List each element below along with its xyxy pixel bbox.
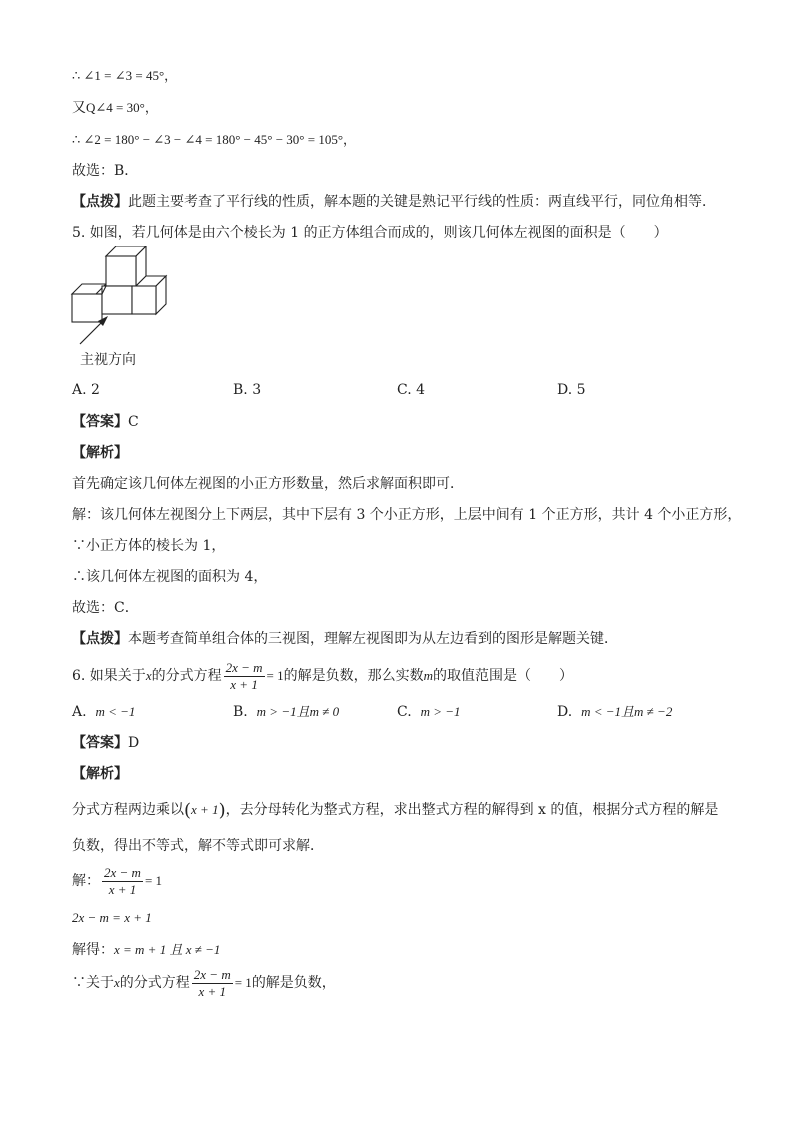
q6-step4-frac-num: 2x − m (193, 966, 231, 982)
q5-tip (72, 629, 618, 649)
q5-answer-tag: 【答案】 (72, 414, 128, 430)
q5-analysis-4: ∴该几何体左视图的面积为 4， (72, 569, 268, 585)
q6-sol-frac-den: x + 1 (108, 881, 137, 897)
q6-analysis-tag: 【解析】 (72, 766, 128, 782)
q5-option-d: D. 5 (557, 382, 586, 398)
q6-answer (72, 733, 139, 753)
figure-caption: 主视方向 (80, 352, 136, 368)
q6-option-a-math: m < −1 (95, 704, 136, 719)
q6-sol-fraction (102, 865, 143, 898)
q6-option-d-label: D. (557, 704, 573, 720)
cube-upper-front (106, 256, 136, 286)
line-angle-1-3: ∴ ∠1 = ∠3 = 45°， (72, 68, 178, 83)
q5-answer (72, 412, 139, 432)
q6-step3-math: x = m + 1 且 x ≠ −1 (114, 942, 221, 957)
q5-tip-text: 本题考查简单组合体的三视图，理解左视图即为从左边看到的图形是解题关键． (128, 631, 618, 647)
q6-option-c-label: C. (397, 704, 412, 720)
q6-answer-value: D (128, 735, 140, 751)
q6-stem-end: 的取值范围是（ ） (433, 668, 574, 684)
cube-front-right (132, 286, 156, 314)
q5-analysis-5: 故选：C． (72, 600, 139, 616)
line-angle-2: ∴ ∠2 = 180° − ∠3 − ∠4 = 180° − 45° − 30° = 105°， (72, 132, 357, 147)
q5-analysis-3: ∵小正方体的棱长为 1， (72, 538, 226, 554)
cube-front-middle (102, 286, 132, 314)
q6-option-a (72, 702, 135, 722)
q6-step4-var: x (114, 975, 120, 990)
line-angle-4-prefix: 又 (72, 100, 86, 116)
q6-analysis-1-pre: 分式方程两边乘以 (72, 802, 184, 818)
q5-analysis-1: 首先确定该几何体左视图的小正方形数量，然后求解面积即可． (72, 476, 464, 492)
q5-option-a: A. 2 (72, 382, 100, 398)
q6-step4-rhs: = 1 (234, 975, 252, 990)
q6-option-b-label: B. (233, 704, 248, 720)
q5-stem: 5. 如图，若几何体是由六个棱长为 1 的正方体组合而成的，则该几何体左视图的面积是（ ） (72, 225, 668, 241)
line-angle-4-math: ∠4 = 30°， (95, 100, 158, 115)
q6-option-d (557, 702, 672, 722)
q6-solution-2: 2x − m = x + 1 (72, 910, 152, 925)
line-angle-4 (72, 98, 158, 118)
q6-stem-var-m: m (423, 668, 434, 683)
q6-stem-mid: 的分式方程 (151, 668, 222, 684)
q6-step4-post: 的解是负数， (251, 975, 336, 991)
q6-solution-4 (72, 966, 336, 1000)
q6-sol-label: 解： (72, 873, 100, 889)
q6-stem-post: 的解是负数，那么实数 (283, 668, 424, 684)
q6-solution-1 (72, 864, 162, 898)
tip-tag: 【点拨】 (72, 194, 128, 210)
q6-option-c (397, 702, 461, 722)
q6-solution-3 (72, 940, 220, 960)
line-tip-q4 (72, 192, 716, 212)
q6-step4-mid: 的分式方程 (119, 975, 190, 991)
q6-analysis-1-post: ，去分母转化为整式方程，求出整式方程的解得到 x 的值，根据分式方程的解是 (225, 802, 719, 818)
q6-frac-num: 2x − m (225, 659, 263, 675)
q6-step4-frac-den: x + 1 (198, 983, 227, 999)
q6-stem-var: x (145, 668, 152, 683)
q6-answer-tag: 【答案】 (72, 735, 128, 751)
cube-front-left (72, 294, 102, 322)
q6-eq-rhs: = 1 (266, 668, 284, 683)
q5-tip-tag: 【点拨】 (72, 631, 128, 647)
q6-fraction (224, 660, 265, 693)
q6-option-c-math: m > −1 (420, 704, 461, 719)
line-angle-4-q: Q (86, 100, 96, 115)
q6-sol-rhs: = 1 (144, 873, 163, 888)
tip-text: 此题主要考查了平行线的性质，解本题的关键是熟记平行线的性质：两直线平行，同位角相等． (128, 194, 716, 210)
q6-option-a-label: A. (72, 704, 87, 720)
cube-left-top (72, 284, 106, 294)
q6-analysis-1-paren: x + 1 (191, 802, 219, 817)
q6-option-b-math: m > −1且m ≠ 0 (256, 704, 340, 719)
q6-analysis-2: 负数，得出不等式，解不等式即可求解． (72, 838, 324, 854)
q5-analysis-2: 解：该几何体左视图分上下两层，其中下层有 3 个小正方形，上层中间有 1 个正方形，共计 4 个小正方形， (72, 507, 742, 523)
q5-option-c: C. 4 (397, 382, 426, 398)
q6-stem-pre: 6. 如果关于 (72, 668, 146, 684)
q5-option-b: B. 3 (233, 382, 262, 398)
q6-analysis-1: 分式方程两边乘以(x + 1)，去分母转化为整式方程，求出整式方程的解得到 x 的值，根据分式方程的解是 (72, 800, 719, 821)
q6-stem (72, 659, 573, 693)
line-choose-b: 故选：B． (72, 163, 139, 179)
q5-answer-value: C (128, 414, 139, 430)
q6-sol-frac-num: 2x − m (104, 864, 141, 880)
q6-option-b (233, 702, 339, 722)
q6-option-d-math: m < −1且m ≠ −2 (581, 704, 673, 719)
q6-step4-fraction (192, 967, 233, 1000)
q6-frac-den: x + 1 (230, 676, 258, 692)
cube-figure (66, 246, 176, 346)
q5-analysis-tag: 【解析】 (72, 445, 128, 461)
q6-step3-label: 解得： (72, 942, 114, 958)
q6-step4-pre: ∵关于 (72, 975, 114, 991)
